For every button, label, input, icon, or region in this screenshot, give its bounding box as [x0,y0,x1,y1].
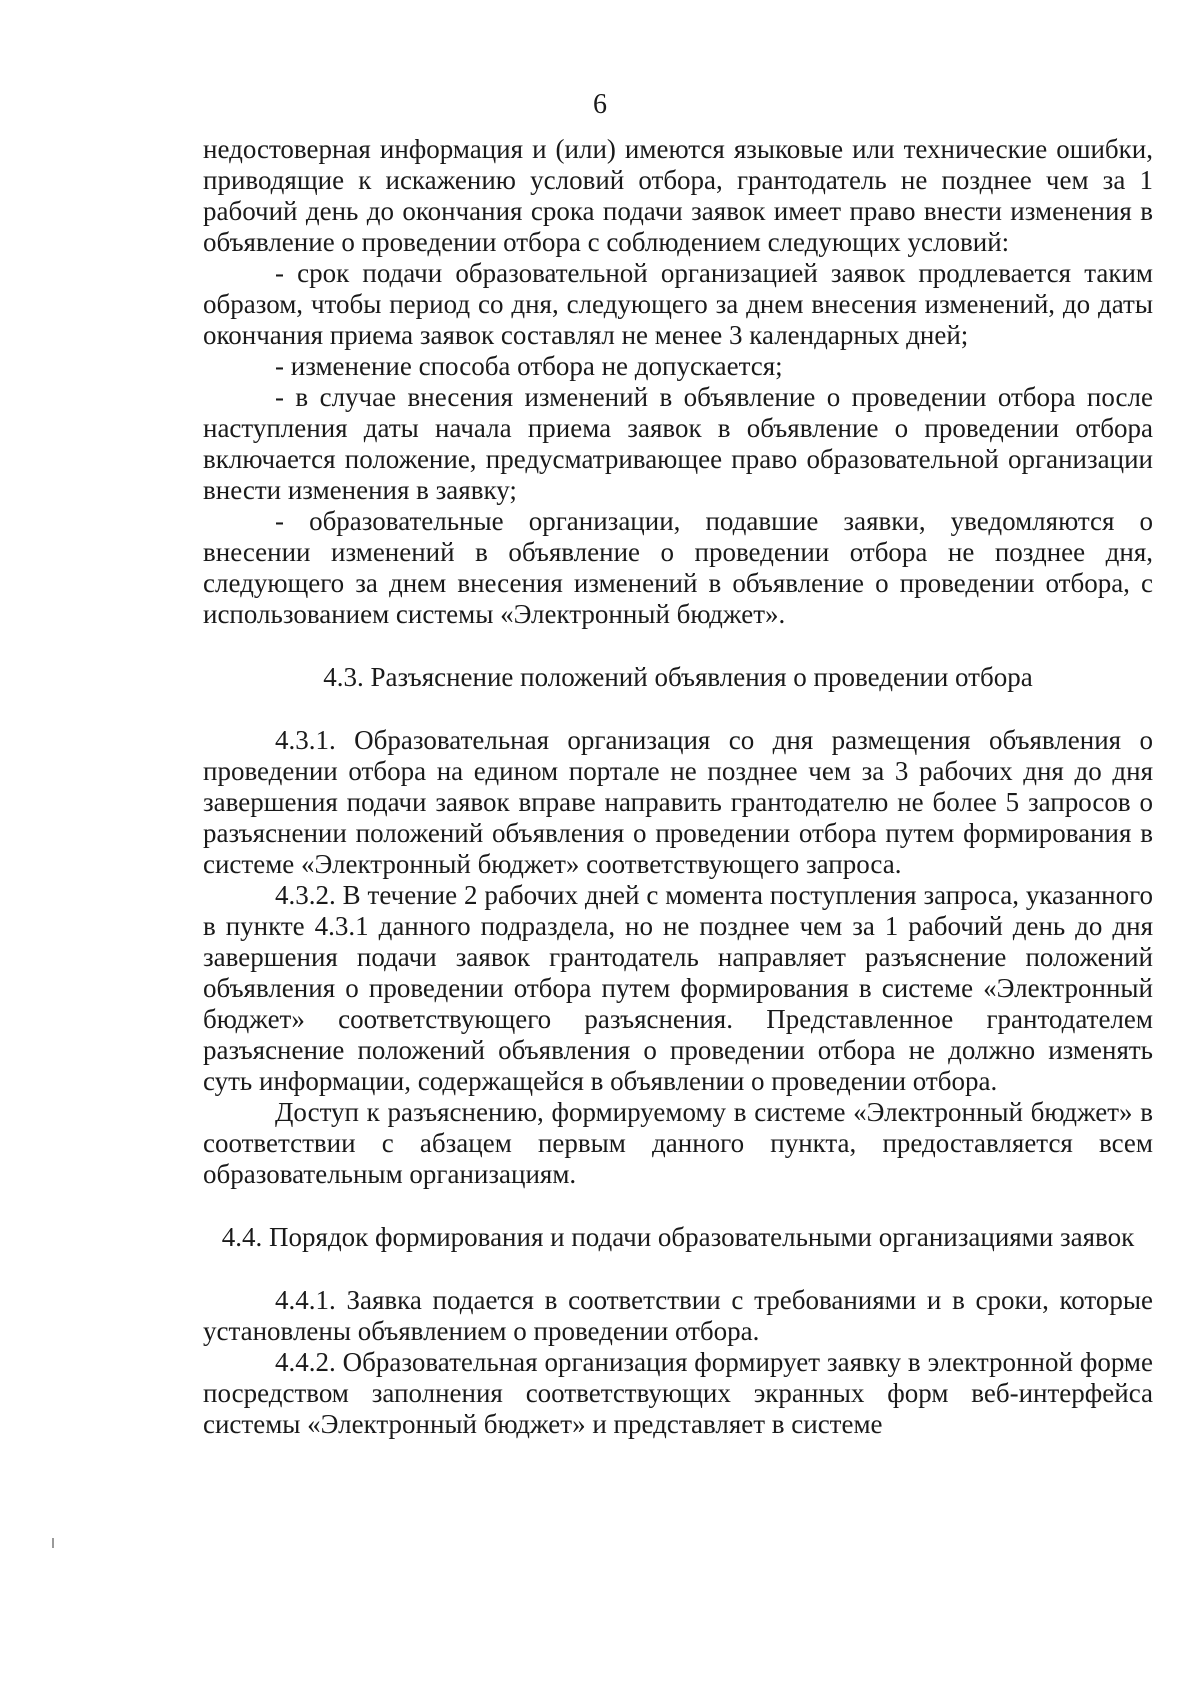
clause-4-3-1: 4.3.1. Образовательная организация со дня размещения объявления о проведении отбора на едином портале не позднее чем за 3 рабочих дня до дня завершения подачи заявок вправе направить грантодателю не более 5 запросов о разъяснении положений объявления о проведении отбора путем формирования в системе «Электронный бюджет» соответствующего запроса. [203,725,1153,879]
list-item-deadline-extension: - срок подачи образовательной организацией заявок продлевается таким образом, чтобы период со дня, следующего за днем внесения изменений, до даты окончания приема заявок составлял не менее 3 календарных дней; [203,258,1153,350]
clause-4-4-2: 4.4.2. Образовательная организация формирует заявку в электронной форме посредством заполнения соответствующих экранных форм веб-интерфейса системы «Электронный бюджет» и представляет в системе [203,1347,1153,1439]
page-number: 6 [593,89,607,120]
list-item-application-changes: - в случае внесения изменений в объявление о проведении отбора после наступления даты начала приема заявок в объявление о проведении отбора включается положение, предусматривающее право образовательной организации внести изменения в заявку; [203,382,1153,505]
list-item-notification: - образовательные организации, подавшие заявки, уведомляются о внесении изменений в объявление о проведении отбора не позднее дня, следующего за днем внесения изменений в объявление о проведении отбора, с использованием системы «Электронный бюджет». [203,506,1153,629]
paragraph-continuation: недостоверная информация и (или) имеются языковые или технические ошибки, приводящие к искажению условий отбора, грантодатель не позднее чем за 1 рабочий день до окончания срока подачи заявок имеет право внести изменения в объявление о проведении отбора с соблюдением следующих условий: [203,134,1153,257]
document-body [203,134,1153,1440]
section-heading-4-4: 4.4. Порядок формирования и подачи образовательными организациями заявок [221,1222,1135,1252]
scan-edge-mark [52,1538,54,1548]
list-item-method-unchanged: - изменение способа отбора не допускается; [275,351,783,381]
section-heading-4-3: 4.3. Разъяснение положений объявления о проведении отбора [323,662,1033,692]
paragraph-access: Доступ к разъяснению, формируемому в системе «Электронный бюджет» в соответствии с абзацем первым данного пункта, предоставляется всем образовательным организациям. [203,1097,1153,1189]
clause-4-4-1: 4.4.1. Заявка подается в соответствии с требованиями и в сроки, которые установлены объявлением о проведении отбора. [203,1285,1153,1346]
clause-4-3-2: 4.3.2. В течение 2 рабочих дней с момента поступления запроса, указанного в пункте 4.3.1 данного подраздела, но не позднее чем за 1 рабочий день до дня завершения подачи заявок грантодатель направляет разъяснение положений объявления о проведении отбора путем формирования в системе «Электронный бюджет» соответствующего разъяснения. Представленное грантодателем разъяснение положений объявления о проведении отбора не должно изменять суть информации, содержащейся в объявлении о проведении отбора. [203,880,1153,1096]
